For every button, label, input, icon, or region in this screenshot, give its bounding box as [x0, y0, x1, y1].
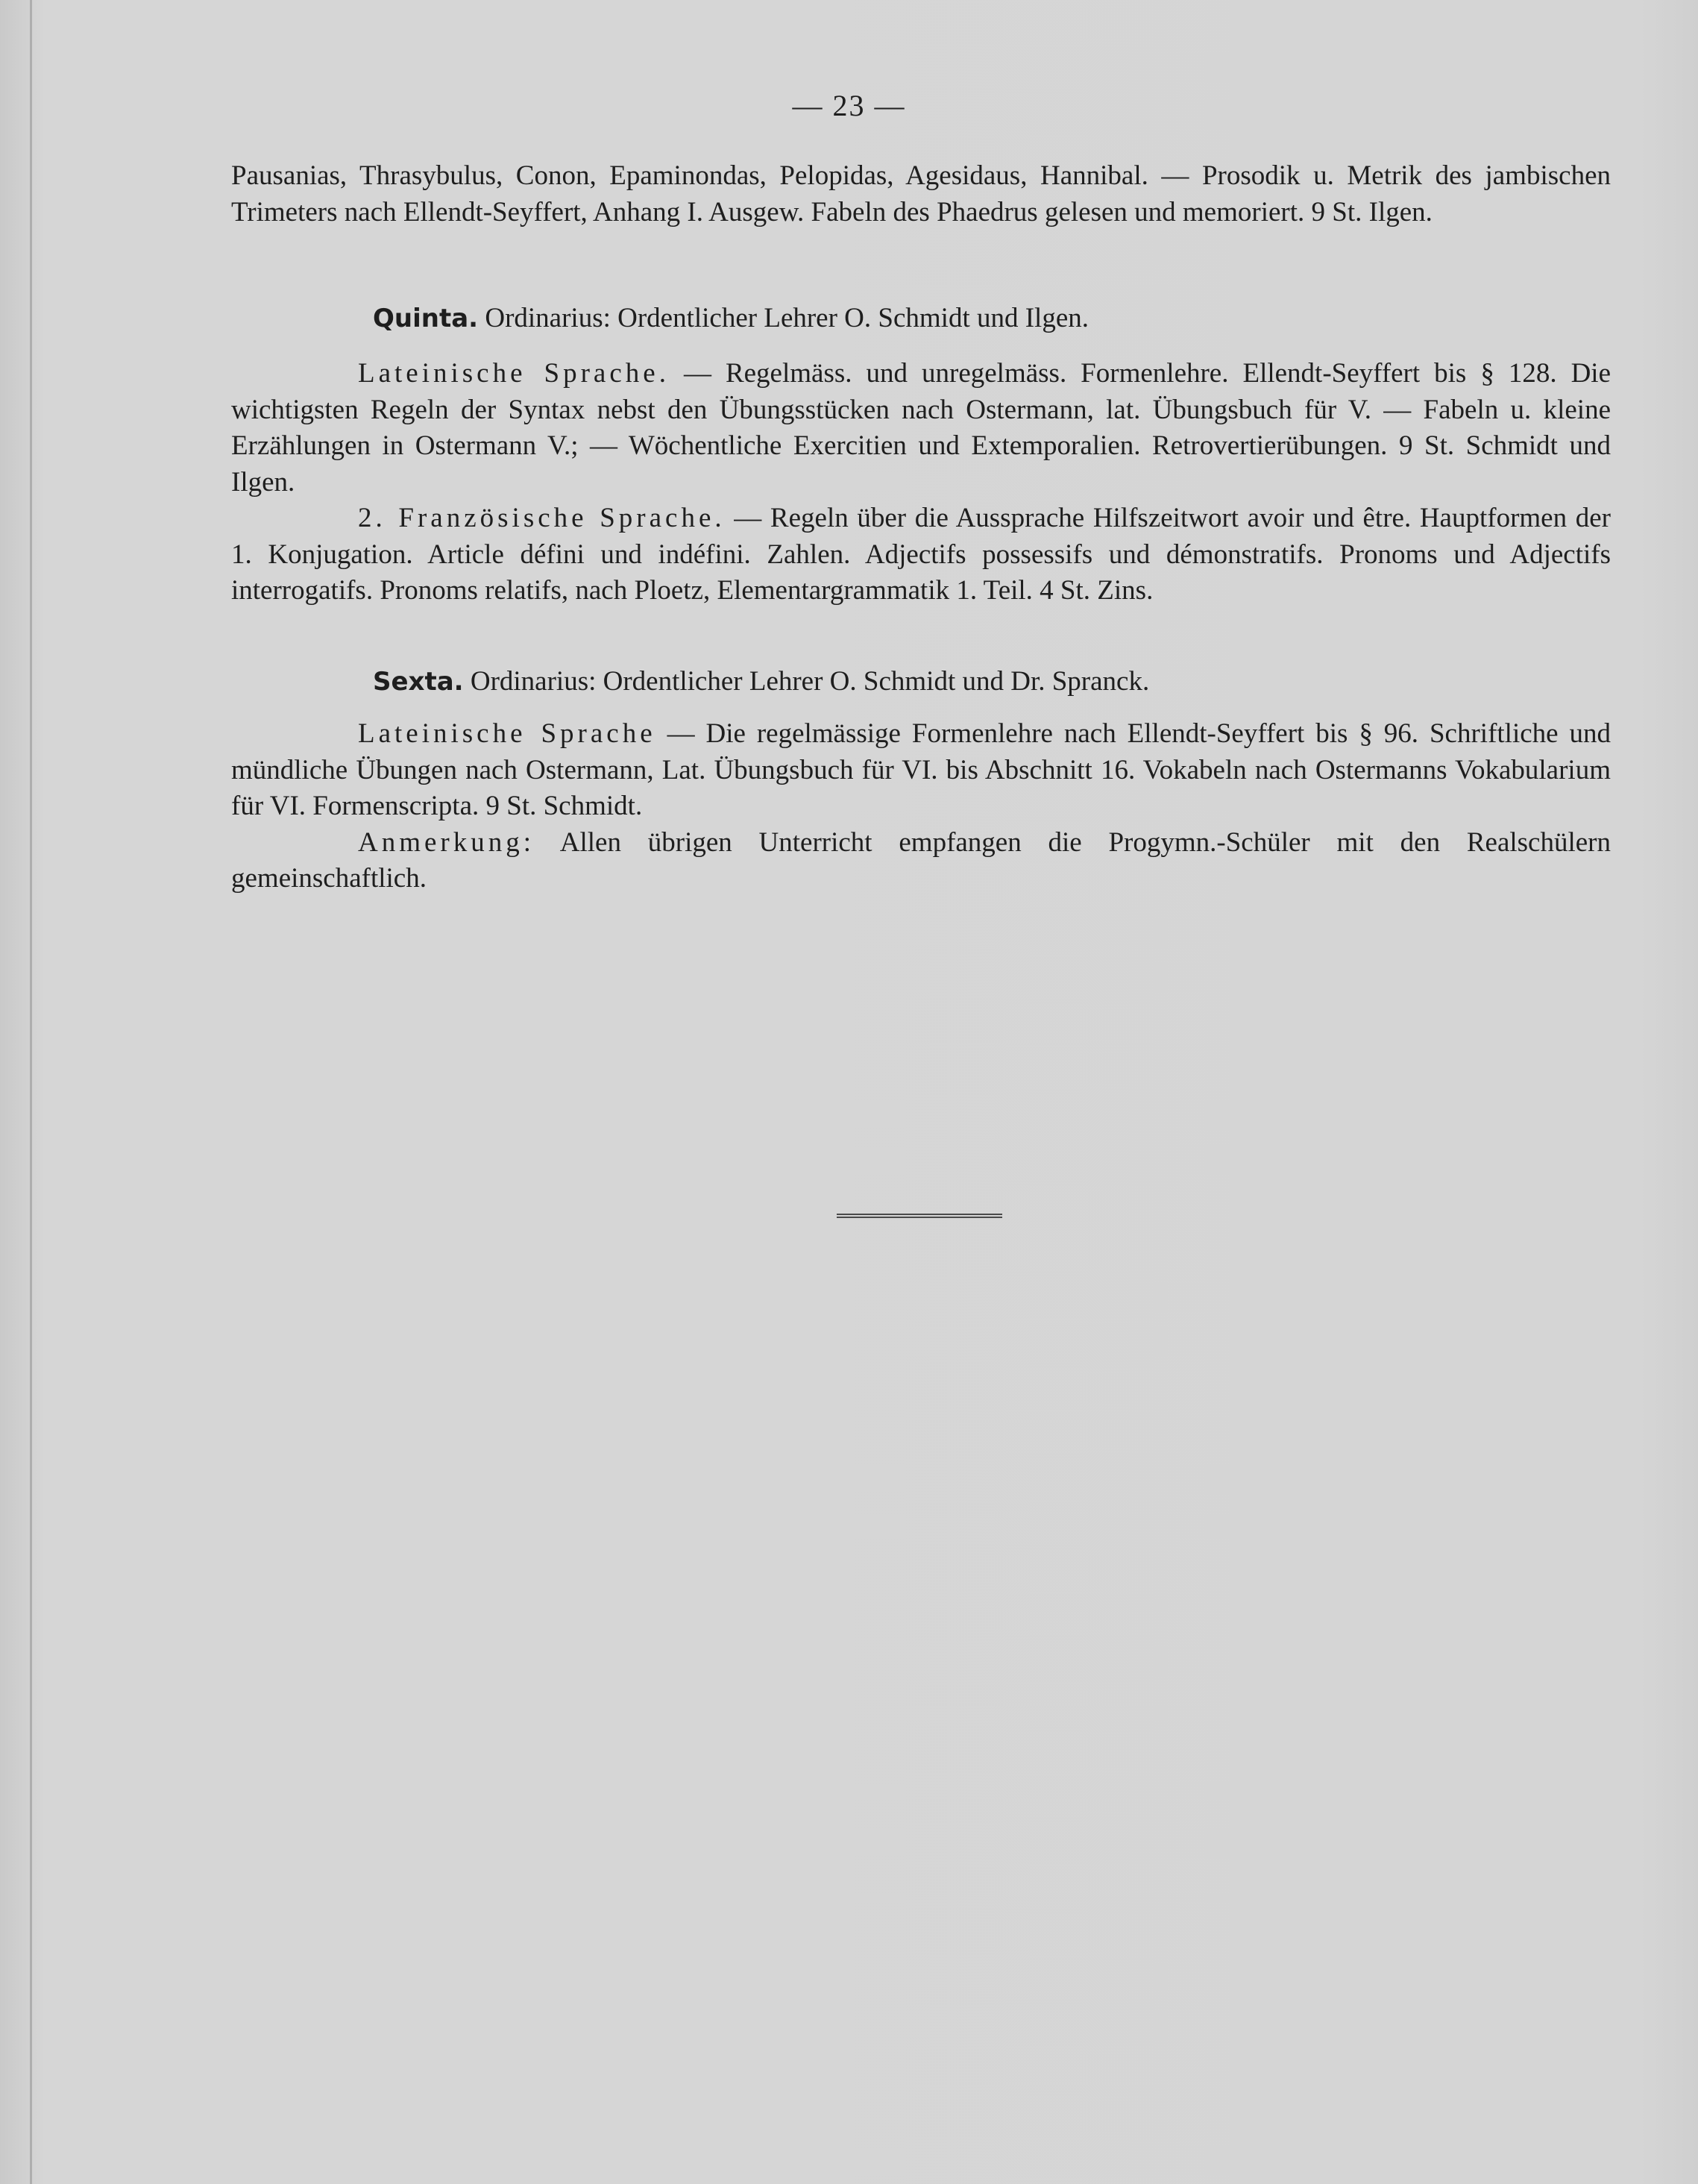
sexta-heading	[373, 664, 1149, 700]
quinta-latin-paragraph	[231, 356, 1611, 501]
sexta-latin-paragraph	[231, 716, 1611, 825]
quinta-title: Quinta.	[373, 304, 479, 333]
section-end-rule	[837, 1214, 1002, 1218]
page-edge-shadow	[30, 0, 32, 2184]
sexta-ordinarius: Ordinarius: Ordentlicher Lehrer O. Schmidt und Dr. Spranck.	[470, 666, 1150, 697]
sexta-note-label: Anmerkung:	[358, 826, 535, 858]
quinta-section	[231, 356, 1611, 609]
sexta-note-paragraph	[231, 825, 1611, 897]
quinta-french-text: — Regeln über die Aussprache Hilfszeitwort avoir und être. Hauptformen der 1. Konjugation. Article défini und indéfini. Zahlen. Adjectifs possessifs und démonstratifs. Pronoms und Adjectifs interrogatifs. Pronoms relatifs, nach Ploetz, Elementargrammatik 1. Teil. 4 St. Zins.	[231, 503, 1611, 606]
quinta-latin-text: — Regelmäss. und unregelmäss. Formenlehre. Ellendt-Seyffert bis § 128. Die wichtigsten Regeln der Syntax nebst den Übungsstücken nach Ostermann, lat. Übungsbuch für V. — Fabeln u. kleine Erzählungen in Ostermann V.; — Wöchentliche Exercitien und Extemporalien. Retrovertierübungen. 9 St. Schmidt und Ilgen.	[231, 358, 1611, 498]
top-paragraph-block	[231, 158, 1611, 230]
quinta-latin-label: Lateinische Sprache.	[358, 358, 670, 389]
sexta-section	[231, 716, 1611, 897]
sexta-note-text: Allen übrigen Unterricht empfangen die Progymn.-Schüler mit den Realschülern gemeinschaftlich.	[231, 826, 1611, 894]
quinta-heading	[373, 301, 1089, 336]
page-number: — 23 —	[792, 89, 906, 122]
sexta-latin-text: — Die regelmässige Formenlehre nach Ellendt-Seyffert bis § 96. Schriftliche und mündliche Übungen nach Ostermann, Lat. Übungsbuch für VI. bis Abschnitt 16. Vokabeln nach Ostermanns Vokabularium für VI. Formenscripta. 9 St. Schmidt.	[231, 718, 1611, 821]
sexta-latin-label: Lateinische Sprache	[358, 718, 656, 749]
top-paragraph: Pausanias, Thrasybulus, Conon, Epaminondas, Pelopidas, Agesidaus, Hannibal. — Prosodik u. Metrik des jambischen Trimeters nach Ellendt-Seyffert, Anhang I. Ausgew. Fabeln des Phaedrus gelesen und memoriert. 9 St. Ilgen.	[231, 160, 1611, 228]
quinta-french-label: 2. Französische Sprache.	[358, 503, 726, 533]
sexta-title: Sexta.	[373, 667, 464, 697]
quinta-french-paragraph	[231, 501, 1611, 609]
quinta-ordinarius: Ordinarius: Ordentlicher Lehrer O. Schmidt und Ilgen.	[485, 303, 1089, 333]
